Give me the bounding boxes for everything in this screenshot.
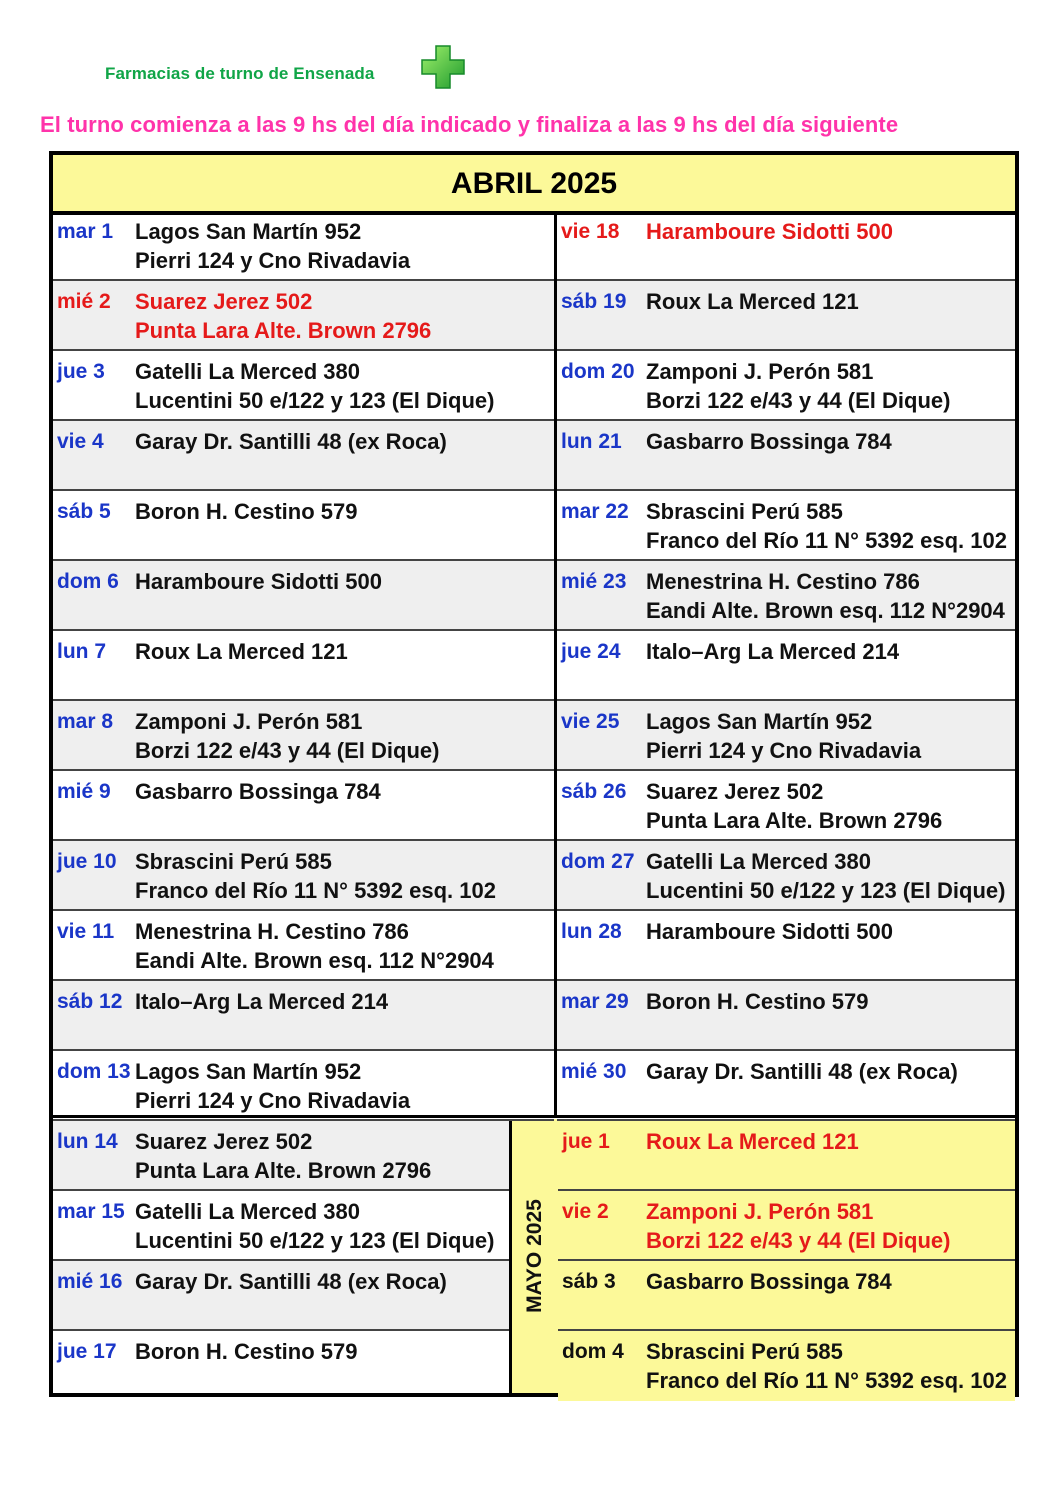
pharmacy-line: Pierri 124 y Cno Rivadavia bbox=[135, 1088, 411, 1113]
day-label: sáb 5 bbox=[57, 500, 111, 523]
pharmacy-line: Gasbarro Bossinga 784 bbox=[646, 429, 892, 454]
day-cell bbox=[53, 561, 554, 631]
pharmacy-line: Pierri 124 y Cno Rivadavia bbox=[135, 248, 411, 273]
day-cell bbox=[557, 561, 1015, 631]
pharmacy-list bbox=[646, 637, 899, 666]
pharmacy-line: Lucentini 50 e/122 y 123 (El Dique) bbox=[135, 1228, 495, 1253]
day-label: sáb 19 bbox=[561, 290, 627, 313]
pharmacy-line: Punta Lara Alte. Brown 2796 bbox=[646, 808, 943, 833]
day-cell bbox=[557, 841, 1015, 911]
pharmacy-line: Haramboure Sidotti 500 bbox=[135, 569, 382, 594]
day-cell bbox=[53, 981, 554, 1051]
pharmacy-list bbox=[135, 1267, 447, 1296]
day-cell bbox=[558, 1191, 1015, 1261]
pharmacy-line: Roux La Merced 121 bbox=[135, 639, 348, 664]
day-cell bbox=[53, 701, 554, 771]
day-cell bbox=[557, 1051, 1015, 1121]
day-label: mar 8 bbox=[57, 710, 114, 733]
day-cell bbox=[557, 631, 1015, 701]
pharmacy-list bbox=[135, 497, 357, 526]
pharmacy-list bbox=[646, 1197, 950, 1255]
pharmacy-list bbox=[135, 1057, 410, 1115]
day-label: mar 29 bbox=[561, 990, 629, 1013]
day-label: dom 20 bbox=[561, 360, 635, 383]
day-cell bbox=[557, 281, 1015, 351]
day-cell bbox=[557, 351, 1015, 421]
pharmacy-list bbox=[135, 637, 348, 666]
day-label: mié 2 bbox=[57, 290, 111, 313]
day-cell bbox=[53, 491, 554, 561]
pharmacy-list bbox=[135, 777, 381, 806]
pharmacy-list bbox=[646, 987, 868, 1016]
pharmacy-list bbox=[646, 567, 1005, 625]
day-cell bbox=[53, 421, 554, 491]
pharmacy-line: Franco del Río 11 N° 5392 esq. 102 bbox=[135, 878, 496, 903]
pharmacy-list bbox=[135, 707, 439, 765]
pharmacy-line: Suarez Jerez 502 bbox=[135, 1129, 313, 1154]
pharmacy-line: Boron H. Cestino 579 bbox=[646, 989, 869, 1014]
day-cell bbox=[558, 1121, 1015, 1191]
day-cell bbox=[53, 281, 554, 351]
day-label: dom 13 bbox=[57, 1060, 131, 1083]
day-cell bbox=[557, 701, 1015, 771]
pharmacy-list bbox=[135, 217, 410, 275]
day-label: jue 17 bbox=[57, 1340, 117, 1363]
pharmacy-line: Punta Lara Alte. Brown 2796 bbox=[135, 1158, 432, 1183]
pharmacy-line: Haramboure Sidotti 500 bbox=[646, 919, 893, 944]
day-cell bbox=[557, 771, 1015, 841]
day-cell bbox=[53, 911, 554, 981]
pharmacy-line: Lucentini 50 e/122 y 123 (El Dique) bbox=[135, 388, 495, 413]
day-label: vie 11 bbox=[57, 920, 115, 943]
pharmacy-line: Sbrascini Perú 585 bbox=[646, 499, 843, 524]
pharmacy-list bbox=[135, 427, 447, 456]
pharmacy-line: Italo–Arg La Merced 214 bbox=[135, 989, 389, 1014]
day-label: lun 28 bbox=[561, 920, 622, 943]
pharmacy-list bbox=[135, 847, 496, 905]
day-label: jue 10 bbox=[57, 850, 117, 873]
day-label: dom 6 bbox=[57, 570, 119, 593]
day-label: mar 15 bbox=[57, 1200, 125, 1223]
pharmacy-list bbox=[646, 427, 892, 456]
calendar-table bbox=[49, 151, 1019, 1397]
pharmacy-line: Suarez Jerez 502 bbox=[135, 289, 313, 314]
pharmacy-line: Lagos San Martín 952 bbox=[135, 1059, 362, 1084]
day-label: dom 27 bbox=[561, 850, 635, 873]
may-month-label: MAYO 2025 bbox=[523, 1199, 546, 1313]
day-label: jue 3 bbox=[57, 360, 105, 383]
pharmacy-line: Haramboure Sidotti 500 bbox=[646, 219, 893, 244]
day-label: vie 2 bbox=[562, 1200, 609, 1223]
calendar-month-title: ABRIL 2025 bbox=[53, 155, 1015, 215]
day-label: lun 14 bbox=[57, 1130, 118, 1153]
pharmacy-line: Borzi 122 e/43 y 44 (El Dique) bbox=[646, 388, 951, 413]
day-label: mar 22 bbox=[561, 500, 629, 523]
pharmacy-line: Punta Lara Alte. Brown 2796 bbox=[135, 318, 432, 343]
day-cell bbox=[557, 981, 1015, 1051]
pharmacy-line: Franco del Río 11 N° 5392 esq. 102 bbox=[646, 528, 1007, 553]
pharmacy-list bbox=[135, 1197, 494, 1255]
pharmacy-line: Garay Dr. Santilli 48 (ex Roca) bbox=[135, 1269, 447, 1294]
day-cell bbox=[53, 1261, 509, 1331]
pharmacy-line: Franco del Río 11 N° 5392 esq. 102 bbox=[646, 1368, 1007, 1393]
pharmacy-line: Pierri 124 y Cno Rivadavia bbox=[646, 738, 922, 763]
day-cell bbox=[53, 1331, 509, 1401]
day-cell bbox=[558, 1261, 1015, 1331]
day-cell bbox=[53, 1121, 509, 1191]
pharmacy-list bbox=[135, 987, 388, 1016]
pharmacy-line: Gasbarro Bossinga 784 bbox=[135, 779, 381, 804]
pharmacy-list bbox=[646, 287, 859, 316]
pharmacy-list bbox=[646, 1057, 958, 1086]
pharmacy-line: Gatelli La Merced 380 bbox=[135, 1199, 360, 1224]
day-label: sáb 3 bbox=[562, 1270, 616, 1293]
pharmacy-list bbox=[135, 357, 494, 415]
pharmacy-line: Menestrina H. Cestino 786 bbox=[646, 569, 920, 594]
may-band bbox=[509, 1119, 561, 1393]
day-label: vie 25 bbox=[561, 710, 620, 733]
pharmacy-list bbox=[646, 847, 1005, 905]
day-label: jue 1 bbox=[562, 1130, 610, 1153]
pharmacy-list bbox=[646, 1127, 859, 1156]
pharmacy-list bbox=[646, 497, 1007, 555]
pharmacy-list bbox=[646, 1267, 892, 1296]
header-title: Farmacias de turno de Ensenada bbox=[105, 64, 375, 83]
day-label: sáb 26 bbox=[561, 780, 627, 803]
pharmacy-line: Borzi 122 e/43 y 44 (El Dique) bbox=[646, 1228, 951, 1253]
pharmacy-line: Garay Dr. Santilli 48 (ex Roca) bbox=[646, 1059, 958, 1084]
pharmacy-list bbox=[135, 567, 382, 596]
pharmacy-list bbox=[646, 917, 893, 946]
day-cell bbox=[53, 351, 554, 421]
pharmacy-list bbox=[646, 1337, 1007, 1395]
pharmacy-line: Garay Dr. Santilli 48 (ex Roca) bbox=[135, 429, 447, 454]
day-cell bbox=[53, 1051, 554, 1121]
pharmacy-line: Gatelli La Merced 380 bbox=[135, 359, 360, 384]
day-label: vie 4 bbox=[57, 430, 104, 453]
day-label: sáb 12 bbox=[57, 990, 123, 1013]
pharmacy-line: Lagos San Martín 952 bbox=[135, 219, 362, 244]
shift-hours-note: El turno comienza a las 9 hs del día indicado y finaliza a las 9 hs del día siguiente bbox=[40, 112, 899, 137]
pharmacy-line: Roux La Merced 121 bbox=[646, 289, 859, 314]
pharmacy-line: Gasbarro Bossinga 784 bbox=[646, 1269, 892, 1294]
pharmacy-list bbox=[135, 287, 431, 345]
day-cell bbox=[53, 631, 554, 701]
day-cell bbox=[53, 1191, 509, 1261]
pharmacy-line: Zamponi J. Perón 581 bbox=[135, 709, 363, 734]
day-label: lun 7 bbox=[57, 640, 107, 663]
pharmacy-list bbox=[135, 1127, 431, 1185]
day-cell bbox=[53, 211, 554, 281]
day-label: mié 23 bbox=[561, 570, 627, 593]
pharmacy-list bbox=[646, 357, 950, 415]
pharmacy-line: Lagos San Martín 952 bbox=[646, 709, 873, 734]
pharmacy-list bbox=[646, 777, 942, 835]
day-label: jue 24 bbox=[561, 640, 621, 663]
pharmacy-line: Lucentini 50 e/122 y 123 (El Dique) bbox=[646, 878, 1006, 903]
day-label: dom 4 bbox=[562, 1340, 624, 1363]
pharmacy-line: Eandi Alte. Brown esq. 112 N°2904 bbox=[646, 598, 1005, 623]
pharmacy-line: Menestrina H. Cestino 786 bbox=[135, 919, 409, 944]
day-cell bbox=[557, 491, 1015, 561]
day-cell bbox=[557, 211, 1015, 281]
pharmacy-list bbox=[135, 917, 494, 975]
day-cell bbox=[558, 1331, 1015, 1401]
day-label: mar 1 bbox=[57, 220, 114, 243]
day-label: mié 16 bbox=[57, 1270, 123, 1293]
pharmacy-line: Borzi 122 e/43 y 44 (El Dique) bbox=[135, 738, 440, 763]
pharmacy-list bbox=[646, 707, 921, 765]
pharmacy-line: Boron H. Cestino 579 bbox=[135, 499, 358, 524]
pharmacy-line: Sbrascini Perú 585 bbox=[646, 1339, 843, 1364]
pharmacy-line: Eandi Alte. Brown esq. 112 N°2904 bbox=[135, 948, 494, 973]
pharmacy-line: Roux La Merced 121 bbox=[646, 1129, 859, 1154]
day-cell bbox=[557, 911, 1015, 981]
pharmacy-line: Suarez Jerez 502 bbox=[646, 779, 824, 804]
day-cell bbox=[53, 771, 554, 841]
pharmacy-line: Zamponi J. Perón 581 bbox=[646, 359, 874, 384]
day-label: mié 9 bbox=[57, 780, 111, 803]
pharmacy-list bbox=[646, 217, 893, 246]
pharmacy-list bbox=[135, 1337, 357, 1366]
pharmacy-line: Zamponi J. Perón 581 bbox=[646, 1199, 874, 1224]
day-cell bbox=[53, 841, 554, 911]
pharmacy-line: Italo–Arg La Merced 214 bbox=[646, 639, 900, 664]
pharmacy-line: Boron H. Cestino 579 bbox=[135, 1339, 358, 1364]
pharmacy-cross-icon bbox=[420, 44, 466, 90]
day-label: mié 30 bbox=[561, 1060, 627, 1083]
day-label: vie 18 bbox=[561, 220, 620, 243]
day-label: lun 21 bbox=[561, 430, 622, 453]
pharmacy-line: Sbrascini Perú 585 bbox=[135, 849, 332, 874]
day-cell bbox=[557, 421, 1015, 491]
pharmacy-line: Gatelli La Merced 380 bbox=[646, 849, 871, 874]
